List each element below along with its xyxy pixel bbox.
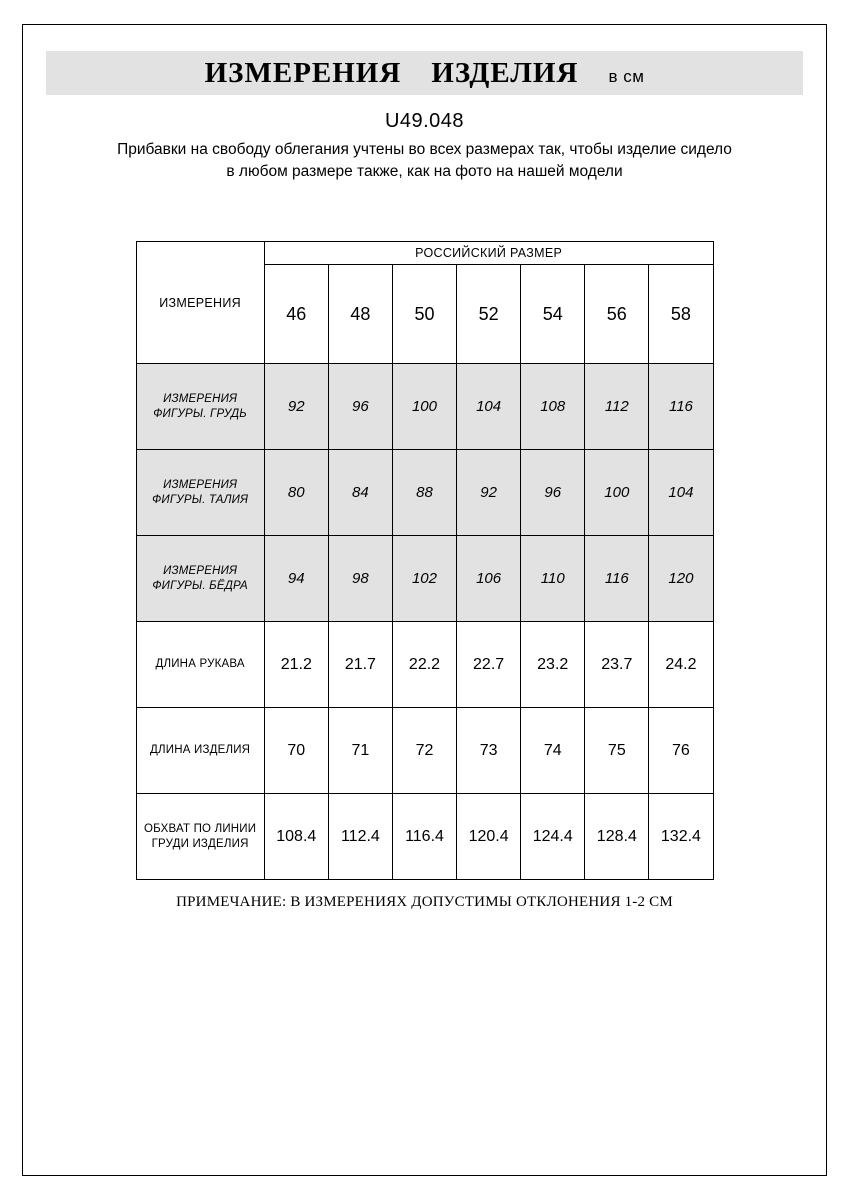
cell-girth-54: 124.4: [521, 794, 585, 880]
row-label-hips: ИЗМЕРЕНИЯ ФИГУРЫ. БЁДРА: [136, 536, 264, 622]
cell-sleeve-54: 23.2: [521, 622, 585, 708]
cell-girth-58: 132.4: [649, 794, 713, 880]
cell-chest-58: 116: [649, 364, 713, 450]
table-row: [136, 794, 713, 880]
header-banner: [46, 51, 803, 95]
cell-chest-54: 108: [521, 364, 585, 450]
row-label-product-length: ДЛИНА ИЗДЕЛИЯ: [136, 708, 264, 794]
cell-girth-56: 128.4: [585, 794, 649, 880]
cell-length-46: 70: [264, 708, 328, 794]
cell-sleeve-56: 23.7: [585, 622, 649, 708]
table-row: [136, 536, 713, 622]
cell-hips-56: 116: [585, 536, 649, 622]
cell-length-50: 72: [392, 708, 456, 794]
header-banner-inner: [205, 57, 645, 90]
table-row: [136, 622, 713, 708]
cell-girth-52: 120.4: [457, 794, 521, 880]
row-label-chest: ИЗМЕРЕНИЯ ФИГУРЫ. ГРУДЬ: [136, 364, 264, 450]
header-word-product: ИЗДЕЛИЯ: [431, 56, 579, 89]
cell-length-56: 75: [585, 708, 649, 794]
cell-length-58: 76: [649, 708, 713, 794]
table-size-54: 54: [521, 265, 585, 364]
row-label-waist: ИЗМЕРЕНИЯ ФИГУРЫ. ТАЛИЯ: [136, 450, 264, 536]
cell-girth-46: 108.4: [264, 794, 328, 880]
table-row: [136, 450, 713, 536]
cell-sleeve-46: 21.2: [264, 622, 328, 708]
table-corner-label: ИЗМЕРЕНИЯ: [136, 242, 264, 364]
cell-sleeve-48: 21.7: [328, 622, 392, 708]
cell-hips-58: 120: [649, 536, 713, 622]
header-unit: в см: [608, 66, 645, 86]
table-size-56: 56: [585, 265, 649, 364]
cell-hips-52: 106: [457, 536, 521, 622]
cell-chest-48: 96: [328, 364, 392, 450]
cell-hips-50: 102: [392, 536, 456, 622]
cell-length-54: 74: [521, 708, 585, 794]
cell-waist-52: 92: [457, 450, 521, 536]
table-size-58: 58: [649, 265, 713, 364]
cell-waist-56: 100: [585, 450, 649, 536]
cell-length-48: 71: [328, 708, 392, 794]
table-size-group-header: РОССИЙСКИЙ РАЗМЕР: [264, 242, 713, 265]
cell-waist-50: 88: [392, 450, 456, 536]
cell-hips-46: 94: [264, 536, 328, 622]
cell-hips-54: 110: [521, 536, 585, 622]
cell-waist-48: 84: [328, 450, 392, 536]
size-table-wrapper: [22, 241, 827, 880]
cell-girth-50: 116.4: [392, 794, 456, 880]
table-size-46: 46: [264, 265, 328, 364]
cell-chest-46: 92: [264, 364, 328, 450]
cell-waist-54: 96: [521, 450, 585, 536]
cell-sleeve-50: 22.2: [392, 622, 456, 708]
article-code: U49.048: [384, 110, 465, 132]
table-size-50: 50: [392, 265, 456, 364]
table-size-52: 52: [457, 265, 521, 364]
table-size-48: 48: [328, 265, 392, 364]
cell-length-52: 73: [457, 708, 521, 794]
row-label-sleeve-length: ДЛИНА РУКАВА: [136, 622, 264, 708]
cell-waist-58: 104: [649, 450, 713, 536]
cell-chest-50: 100: [392, 364, 456, 450]
footer-note: ПРИМЕЧАНИЕ: В ИЗМЕРЕНИЯХ ДОПУСТИМЫ ОТКЛОНЕНИЯ 1-2 СМ: [176, 894, 673, 910]
description-text: Прибавки на свободу облегания учтены во всех размерах так, чтобы изделие сидело в любом размере также, как на фото на нашей модели: [117, 141, 732, 180]
cell-chest-52: 104: [457, 364, 521, 450]
table-row: [136, 708, 713, 794]
header-word-measurements: ИЗМЕРЕНИЯ: [204, 56, 402, 89]
cell-girth-48: 112.4: [328, 794, 392, 880]
cell-waist-46: 80: [264, 450, 328, 536]
cell-sleeve-58: 24.2: [649, 622, 713, 708]
page-content: [22, 24, 827, 911]
cell-sleeve-52: 22.7: [457, 622, 521, 708]
table-header-group-row: [136, 242, 713, 265]
row-label-chest-girth: ОБХВАТ ПО ЛИНИИ ГРУДИ ИЗДЕЛИЯ: [136, 794, 264, 880]
cell-hips-48: 98: [328, 536, 392, 622]
table-row: [136, 364, 713, 450]
size-table: [136, 241, 714, 880]
cell-chest-56: 112: [585, 364, 649, 450]
